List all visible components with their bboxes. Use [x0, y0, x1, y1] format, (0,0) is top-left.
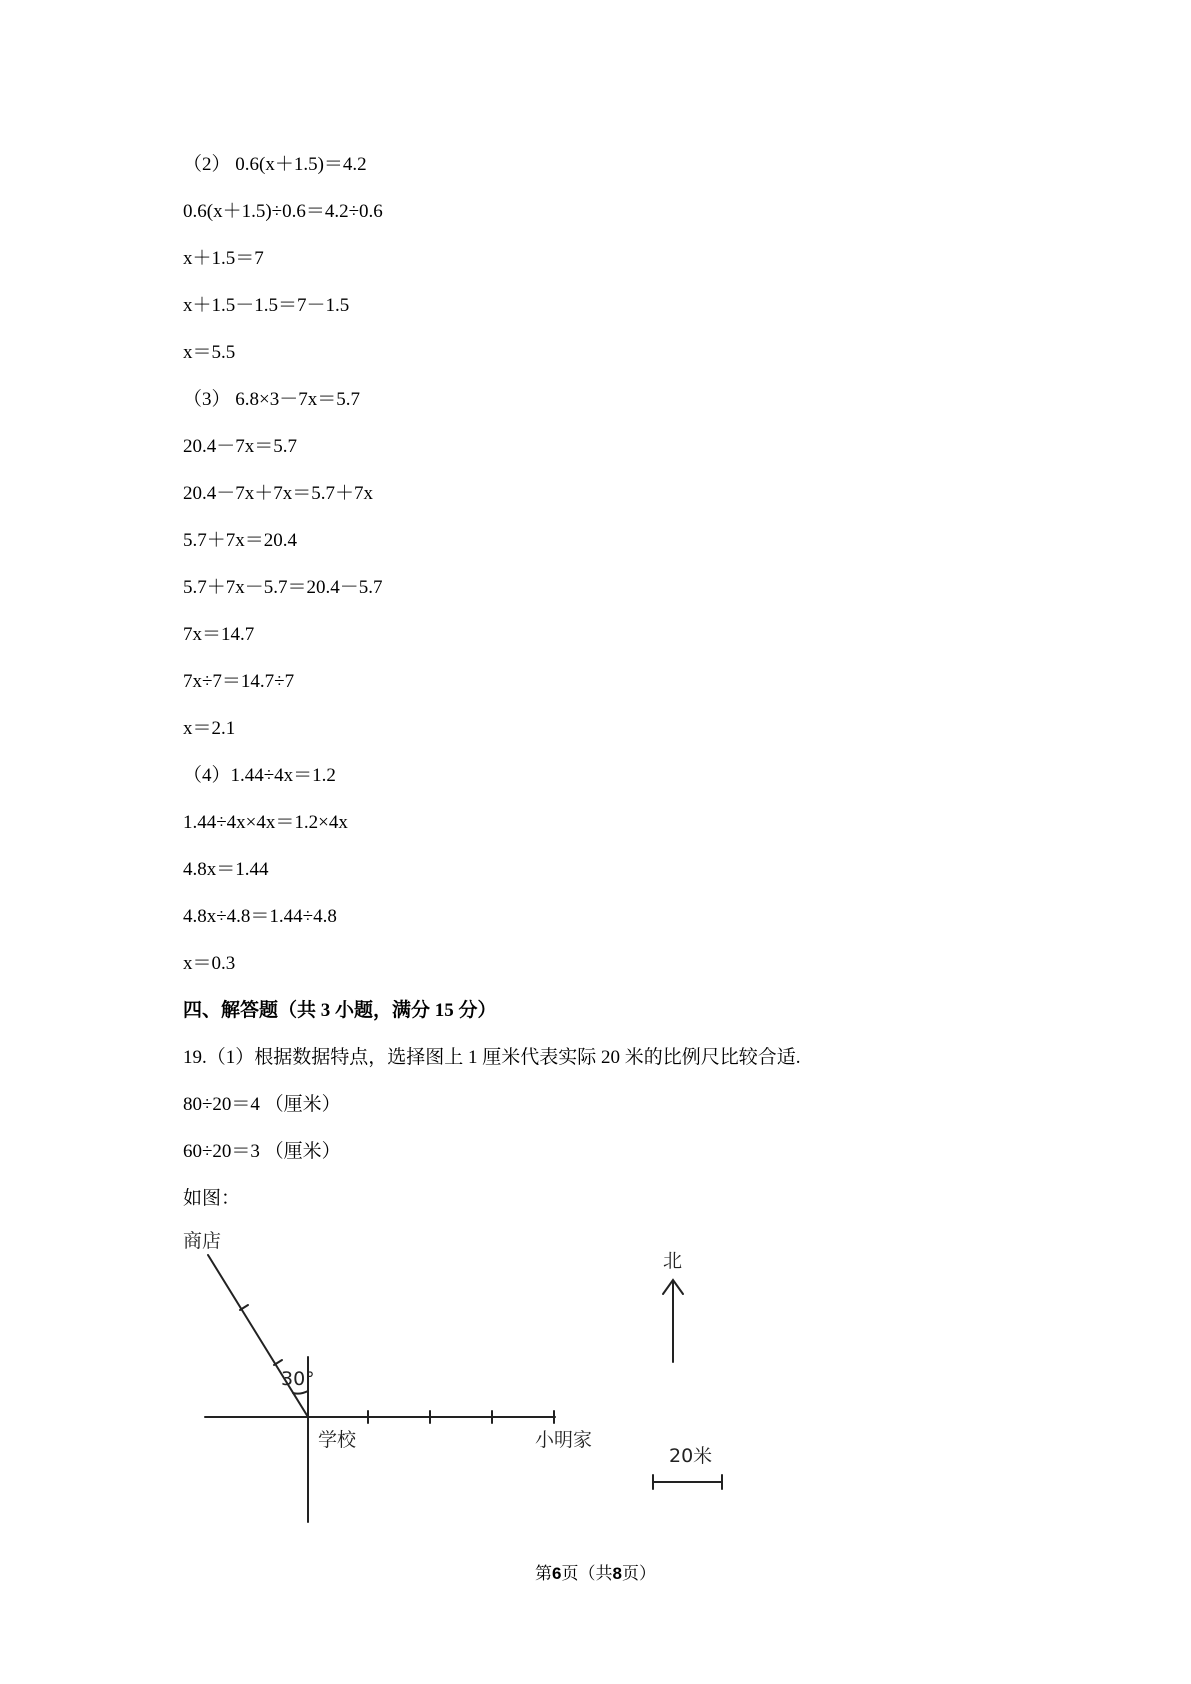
line-5: x＝5.5 — [183, 342, 236, 363]
line-15: 1.44÷4x×4x＝1.2×4x — [183, 812, 348, 833]
page-footer — [0, 1563, 1191, 1585]
north-label: 北 — [663, 1250, 683, 1272]
home-label: 小明家 — [535, 1429, 593, 1451]
line-9: 5.7＋7x＝20.4 — [183, 530, 298, 551]
line-6: （3） 6.8×3－7x＝5.7 — [183, 389, 360, 410]
angle-arc — [293, 1391, 308, 1394]
line-2: 0.6(x＋1.5)÷0.6＝4.2÷0.6 — [183, 201, 383, 222]
problem-intro: 19.（1）根据数据特点，选择图上 1 厘米代表实际 20 米的比例尺比较合适. — [183, 1047, 801, 1068]
line-16: 4.8x＝1.44 — [183, 859, 269, 880]
footer-page-number: 6 — [552, 1564, 562, 1583]
line-10: 5.7＋7x－5.7＝20.4－5.7 — [183, 577, 383, 598]
line-3: x＋1.5＝7 — [183, 248, 264, 269]
section-title: 四、解答题（共 3 小题，满分 15 分） — [183, 1000, 497, 1021]
line-7: 20.4－7x＝5.7 — [183, 436, 298, 457]
line-12: 7x÷7＝14.7÷7 — [183, 671, 295, 692]
footer-prefix: 第 — [535, 1564, 553, 1583]
line-11: 7x＝14.7 — [183, 624, 255, 645]
shop-label: 商店 — [183, 1230, 222, 1252]
calc-line-2: 60÷20＝3 （厘米） — [183, 1141, 341, 1162]
line-14: （4）1.44÷4x＝1.2 — [183, 765, 336, 786]
school-label: 学校 — [318, 1429, 357, 1451]
line-4: x＋1.5－1.5＝7－1.5 — [183, 295, 350, 316]
line-18: x＝0.3 — [183, 953, 236, 974]
direction-diagram — [180, 1225, 740, 1525]
figure-label: 如图： — [183, 1188, 241, 1209]
angle-label: 30° — [281, 1368, 315, 1390]
line-1: （2） 0.6(x＋1.5)＝4.2 — [183, 154, 367, 175]
line-17: 4.8x÷4.8＝1.44÷4.8 — [183, 906, 337, 927]
scale-label: 20米 — [669, 1445, 713, 1467]
calc-line-1: 80÷20＝4 （厘米） — [183, 1094, 341, 1115]
line-13: x＝2.1 — [183, 718, 236, 739]
footer-total-pages: 8 — [612, 1564, 622, 1583]
footer-middle: 页（共 — [561, 1564, 613, 1583]
line-8: 20.4－7x＋7x＝5.7＋7x — [183, 483, 374, 504]
footer-suffix: 页） — [621, 1564, 656, 1583]
